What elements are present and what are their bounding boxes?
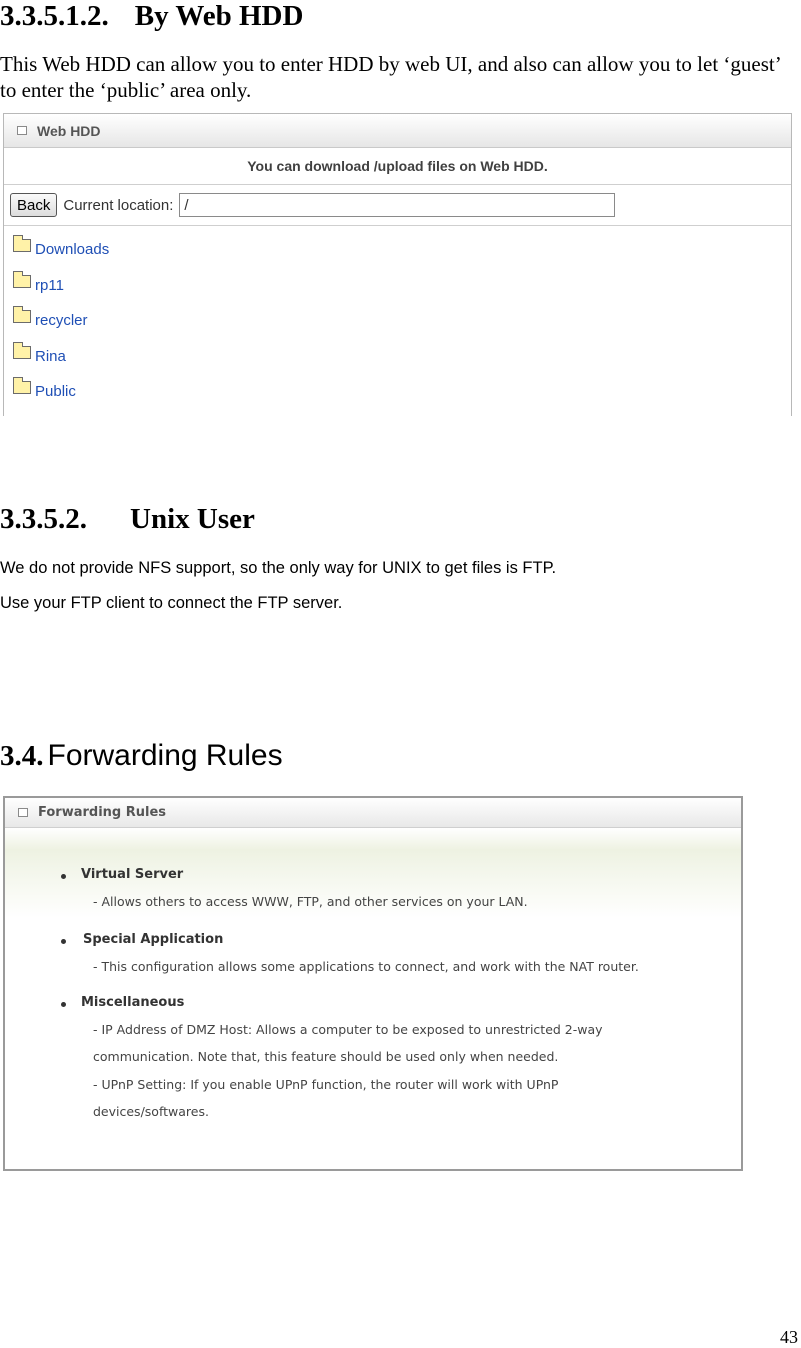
current-location-label: Current location:	[63, 196, 174, 214]
folder-item-rina[interactable]	[13, 344, 791, 380]
rule-desc: communication. Note that, this feature should be used only when needed.	[93, 1049, 559, 1064]
rule-title-special-application[interactable]: Special Application	[83, 932, 224, 947]
page-number: 43	[780, 1327, 798, 1347]
rule-desc: - This configuration allows some applications to connect, and work with the NAT router.	[93, 959, 639, 974]
folder-item-public[interactable]	[13, 379, 791, 415]
folder-icon	[13, 381, 31, 394]
unix-user-line-2: Use your FTP client to connect the FTP server.	[0, 594, 343, 612]
section-number: 3.4.	[0, 740, 44, 772]
section-heading-forwarding-rules	[0, 739, 283, 773]
web-hdd-panel-header	[4, 114, 791, 148]
section-number: 3.3.5.2.	[0, 503, 87, 535]
rule-desc: - Allows others to access WWW, FTP, and other services on your LAN.	[93, 894, 528, 909]
folder-item-downloads[interactable]	[13, 237, 791, 273]
bullet-icon	[61, 939, 66, 944]
section-title: Forwarding Rules	[47, 739, 283, 772]
section-heading-unix-user	[0, 503, 255, 536]
unix-user-line-1: We do not provide NFS support, so the only way for UNIX to get files is FTP.	[0, 559, 557, 577]
section-title: By Web HDD	[134, 0, 304, 32]
folder-icon	[13, 275, 31, 288]
folder-item-recycler[interactable]	[13, 308, 791, 344]
location-bar	[4, 185, 791, 226]
folder-link[interactable]: Public	[35, 383, 76, 400]
folder-link[interactable]: rp11	[35, 276, 64, 294]
folder-link[interactable]: recycler	[35, 312, 88, 329]
folder-list	[4, 226, 791, 415]
panel-toggle-icon	[17, 126, 27, 135]
web-hdd-screenshot	[3, 113, 792, 416]
rule-desc: devices/softwares.	[93, 1104, 209, 1119]
rule-title-virtual-server[interactable]: Virtual Server	[81, 867, 184, 882]
current-location-input[interactable]	[179, 193, 615, 217]
forwarding-rules-list	[5, 798, 741, 1169]
folder-icon	[13, 239, 31, 252]
folder-link[interactable]: Rina	[35, 347, 66, 365]
web-hdd-notice: You can download /upload files on Web HDD.	[4, 148, 791, 185]
rule-desc: - UPnP Setting: If you enable UPnP function, the router will work with UPnP	[93, 1077, 559, 1092]
forwarding-rules-screenshot	[3, 796, 743, 1171]
folder-icon	[13, 310, 31, 323]
folder-link[interactable]: Downloads	[35, 241, 110, 258]
section-title: Unix User	[130, 503, 255, 535]
rule-desc: - IP Address of DMZ Host: Allows a computer to be exposed to unrestricted 2-way	[93, 1022, 603, 1037]
section-number: 3.3.5.1.2.	[0, 0, 109, 32]
rule-title-miscellaneous[interactable]: Miscellaneous	[81, 995, 185, 1010]
section-heading-web-hdd	[0, 0, 303, 33]
web-hdd-panel-title: Web HDD	[37, 122, 101, 139]
folder-item-rp11[interactable]	[13, 273, 791, 309]
bullet-icon	[61, 874, 66, 879]
web-hdd-description: This Web HDD can allow you to enter HDD by web UI, and also can allow you to let ‘guest’ to enter the ‘public’ area only.	[0, 52, 781, 102]
back-button[interactable]: Back	[10, 193, 57, 217]
bullet-icon	[61, 1002, 66, 1007]
forwarding-rules-panel-title: Forwarding Rules	[38, 805, 167, 820]
folder-icon	[13, 346, 31, 359]
